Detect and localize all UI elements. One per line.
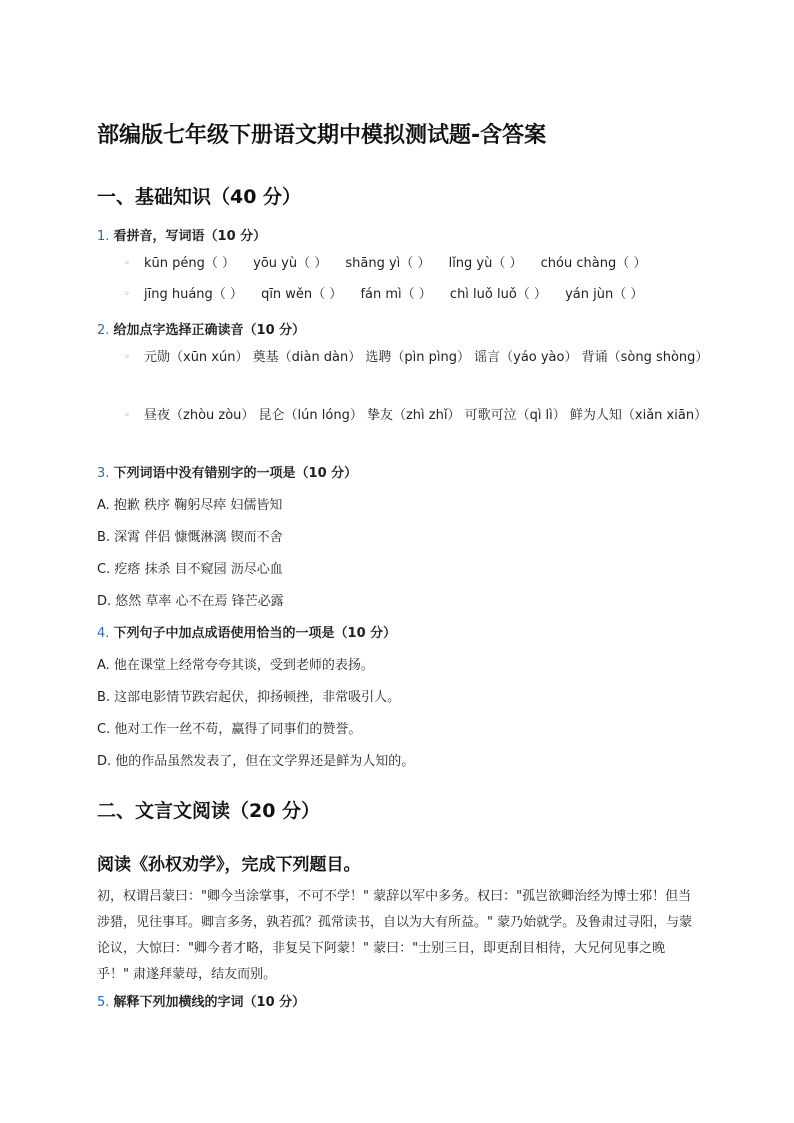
option-d: D. 他的作品虽然发表了，但在文学界还是鲜为人知的。 [97, 754, 415, 769]
question-4 [97, 622, 396, 641]
bullet-icon: ◦ [124, 289, 130, 300]
pinyin-item: jīng huáng（ ） [144, 287, 243, 302]
pinyin-item: shāng yì（ ） [345, 256, 431, 271]
option-b: B. 这部电影情节跌宕起伏，抑扬顿挫，非常吸引人。 [97, 690, 401, 705]
question-5 [97, 991, 305, 1010]
question-1 [97, 225, 266, 244]
option-c: C. 疙瘩 抹杀 目不窥园 沥尽心血 [97, 562, 283, 577]
option-d: D. 悠然 草率 心不在焉 锋芒必露 [97, 594, 284, 609]
question-text: 看拼音，写词语（10 分） [113, 229, 267, 244]
page-title: 部编版七年级下册语文期中模拟测试题-含答案 [97, 123, 547, 148]
pinyin-item: qīn wěn（ ） [261, 287, 343, 302]
section-heading-classical: 二、文言文阅读（20 分） [97, 800, 321, 822]
classical-passage: 初，权谓吕蒙曰："卿今当涂掌事，不可不学！" 蒙辞以军中多务。权曰："孤岂欲卿治经为博士邪！但当涉猎，见往事耳。卿言多务，孰若孤？孤常读书，自以为大有所益。" 蒙乃始就学。及鲁肃过寻阳，与蒙论议，大惊曰："卿今者才略，非复吴下阿蒙！" 蒙曰："士别三日，即更刮目相待，大兄何见事之晚乎！" 肃遂拜蒙母，结友而别。 [97, 889, 693, 982]
reading-row-1 [124, 346, 709, 370]
question-number: 5. [97, 995, 110, 1010]
reading-row-2 [124, 404, 708, 428]
reading-row-text: 元勋（xūn xún） 奠基（diàn dàn） 选聘（pìn pìng） 谣言（yáo yào） 背诵（sòng shòng） [144, 350, 709, 365]
question-number: 2. [97, 323, 110, 338]
reading-row-text: 昼夜（zhòu zòu） 昆仑（lún lóng） 挚友（zhì zhǐ） 可歌可泣（qì lì） 鲜为人知（xiǎn xiān） [144, 408, 708, 423]
bullet-icon: ◦ [124, 258, 130, 269]
question-2 [97, 319, 305, 338]
question-3 [97, 462, 357, 481]
pinyin-item: lǐng yù（ ） [448, 256, 523, 271]
pinyin-item: yán jùn（ ） [565, 287, 644, 302]
option-c: C. 他对工作一丝不苟，赢得了同事们的赞誉。 [97, 722, 362, 737]
pinyin-row-1 [124, 252, 704, 276]
pinyin-row-2 [124, 283, 704, 307]
option-a: A. 他在课堂上经常夸夸其谈，受到老师的表扬。 [97, 658, 374, 673]
pinyin-item: kūn péng（ ） [144, 256, 236, 271]
question-text: 解释下列加横线的字词（10 分） [113, 995, 306, 1010]
question-text: 下列句子中加点成语使用恰当的一项是（10 分） [113, 626, 397, 641]
reading-subheading: 阅读《孙权劝学》，完成下列题目。 [97, 855, 361, 875]
pinyin-item: chì luǒ luǒ（ ） [449, 287, 547, 302]
question-text: 下列词语中没有错别字的一项是（10 分） [113, 466, 358, 481]
option-a: A. 抱歉 秩序 鞠躬尽瘁 妇儒皆知 [97, 498, 283, 513]
question-text: 给加点字选择正确读音（10 分） [113, 323, 306, 338]
question-number: 3. [97, 466, 110, 481]
bullet-icon: ◦ [124, 410, 130, 421]
pinyin-item: fán mì（ ） [360, 287, 432, 302]
question-number: 4. [97, 626, 110, 641]
section-heading-basics: 一、基础知识（40 分） [97, 186, 302, 208]
pinyin-item: yōu yù（ ） [253, 256, 328, 271]
pinyin-item: chóu chàng（ ） [540, 256, 647, 271]
bullet-icon: ◦ [124, 352, 130, 363]
question-number: 1. [97, 229, 110, 244]
option-b: B. 深霄 伴侣 慷慨淋漓 锲而不舍 [97, 530, 283, 545]
